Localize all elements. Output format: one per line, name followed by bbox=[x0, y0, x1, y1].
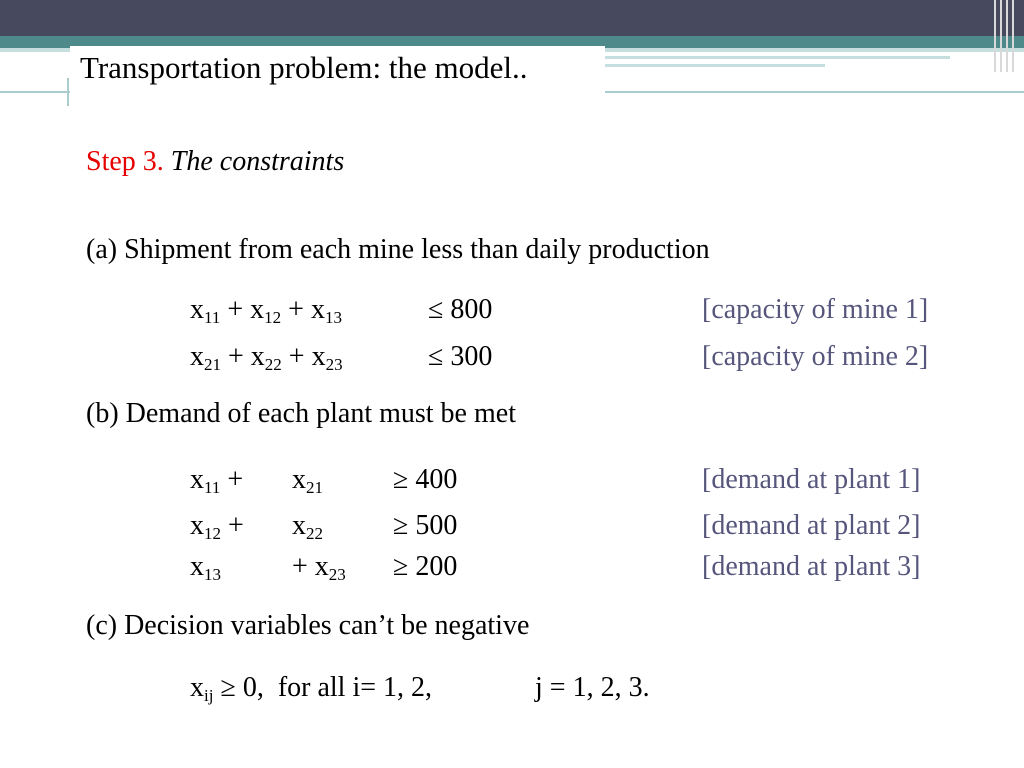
corner-line bbox=[994, 0, 996, 72]
step-number: Step 3. bbox=[86, 146, 164, 177]
section-a-heading: (a) Shipment from each mine less than daily production bbox=[86, 234, 710, 265]
header-bar-dark bbox=[0, 0, 1024, 36]
section-b-heading: (b) Demand of each plant must be met bbox=[86, 398, 516, 429]
corner-line bbox=[1000, 0, 1002, 72]
constraint-b3-relation: ≥ 200 bbox=[393, 551, 458, 582]
constraint-b2-relation: ≥ 500 bbox=[393, 510, 458, 541]
constraint-a1-note: [capacity of mine 1] bbox=[702, 294, 929, 325]
corner-line bbox=[1006, 0, 1008, 72]
constraint-b1-relation: ≥ 400 bbox=[393, 464, 458, 495]
section-c-heading: (c) Decision variables can’t be negative bbox=[86, 610, 530, 641]
constraint-a1-relation: ≤ 800 bbox=[428, 294, 493, 325]
constraint-a1: $x_{11} + x_{12} + x_{13}$ bbox=[190, 294, 342, 327]
step-text: The constraints bbox=[170, 146, 345, 177]
constraint-b2-note: [demand at plant 2] bbox=[702, 510, 921, 541]
header-stripe bbox=[605, 56, 950, 59]
divider-tick bbox=[67, 78, 69, 106]
constraint-b3-note: [demand at plant 3] bbox=[702, 551, 921, 582]
constraint-a2-note: [capacity of mine 2] bbox=[702, 341, 929, 372]
constraint-b1-right: $x_{21}$ bbox=[292, 464, 323, 497]
constraint-b2-right: $x_{22}$ bbox=[292, 510, 323, 543]
constraint-a2: $x_{21} + x_{22} + x_{23}$ bbox=[190, 341, 343, 374]
constraint-a2-relation: ≤ 300 bbox=[428, 341, 493, 372]
constraint-b1-note: [demand at plant 1] bbox=[702, 464, 921, 495]
constraint-b3-right: + $x_{23}$ bbox=[292, 551, 346, 584]
corner-line bbox=[1012, 0, 1014, 72]
nonnegativity-index-range: j = 1, 2, 3. bbox=[535, 672, 650, 703]
step-heading bbox=[86, 146, 344, 178]
constraint-b1-left: $x_{11}$ + bbox=[190, 464, 244, 497]
header-stripe bbox=[605, 64, 825, 67]
slide-title: Transportation problem: the model.. bbox=[80, 50, 528, 85]
constraint-b2-left: $x_{12}$ + bbox=[190, 510, 244, 543]
constraint-b3-left: $x_{13}$ bbox=[190, 551, 221, 584]
nonnegativity-constraint: $x_{ij} \ge 0$, for all i= 1, 2, bbox=[190, 672, 433, 705]
